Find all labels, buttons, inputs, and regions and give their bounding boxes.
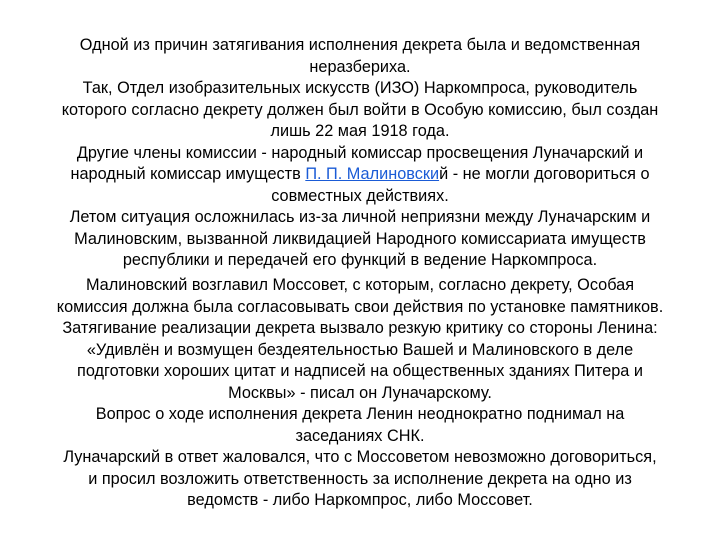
text-line: Одной из причин затягивания исполнения декрета была и ведомственная — [79, 36, 641, 54]
text-line-with-link — [30, 164, 690, 186]
text-line: подготовки хороших цитат и надписей на общественных зданиях Питера и — [77, 362, 643, 380]
text-line: неразбериха. — [309, 57, 411, 76]
text-line: заседаниях СНК. — [295, 426, 425, 445]
text-line: Другие члены комиссии - народный комиссар просвещения Луначарский и — [76, 143, 644, 162]
text-line: «Удивлён и возмущен бездеятельностью Вашей и Малиновского в деле — [86, 340, 634, 359]
text-line: совместных действиях. — [271, 186, 449, 205]
paragraph-1 — [30, 35, 690, 272]
text-line: Так, Отдел изобразительных искусств (ИЗО) Наркомпроса, руководитель — [82, 79, 638, 97]
text-line: которого согласно декрету должен был войти в Особую комиссию, был создан — [61, 100, 659, 119]
text-segment: народный комиссар имуществ — [70, 165, 306, 183]
text-segment: й - не могли договориться о — [439, 165, 650, 183]
text-line: ведомств - либо Наркомпрос, либо Моссовет. — [187, 491, 533, 509]
paragraph-2 — [30, 275, 690, 512]
text-line: республики и передачей его функций в ведение Наркомпроса. — [122, 251, 598, 269]
text-line: Луначарский в ответ жаловался, что с Моссоветом невозможно договориться, — [63, 448, 657, 466]
text-line: Москвы» - писал он Луначарскому. — [228, 383, 492, 402]
text-line: Летом ситуация осложнилась из-за личной неприязни между Луначарским и — [69, 208, 651, 226]
text-line: и просил возложить ответственность за исполнение декрета на одно из — [88, 469, 632, 488]
text-line: комиссия должна была согласовывать свои действия по установке памятников. — [56, 297, 664, 316]
text-line: Вопрос о ходе исполнения декрета Ленин неоднократно поднимал на — [95, 405, 625, 423]
text-line: Малиновским, вызванной ликвидацией Народного комиссариата имуществ — [74, 229, 646, 248]
text-line: Затягивание реализации декрета вызвало резкую критику со стороны Ленина: — [62, 319, 658, 337]
text-line: Малиновский возглавил Моссовет, с которым, согласно декрету, Особая — [85, 276, 635, 294]
malinovsky-link[interactable]: П. П. Малиновски — [305, 165, 440, 183]
text-line: лишь 22 мая 1918 года. — [270, 122, 450, 140]
